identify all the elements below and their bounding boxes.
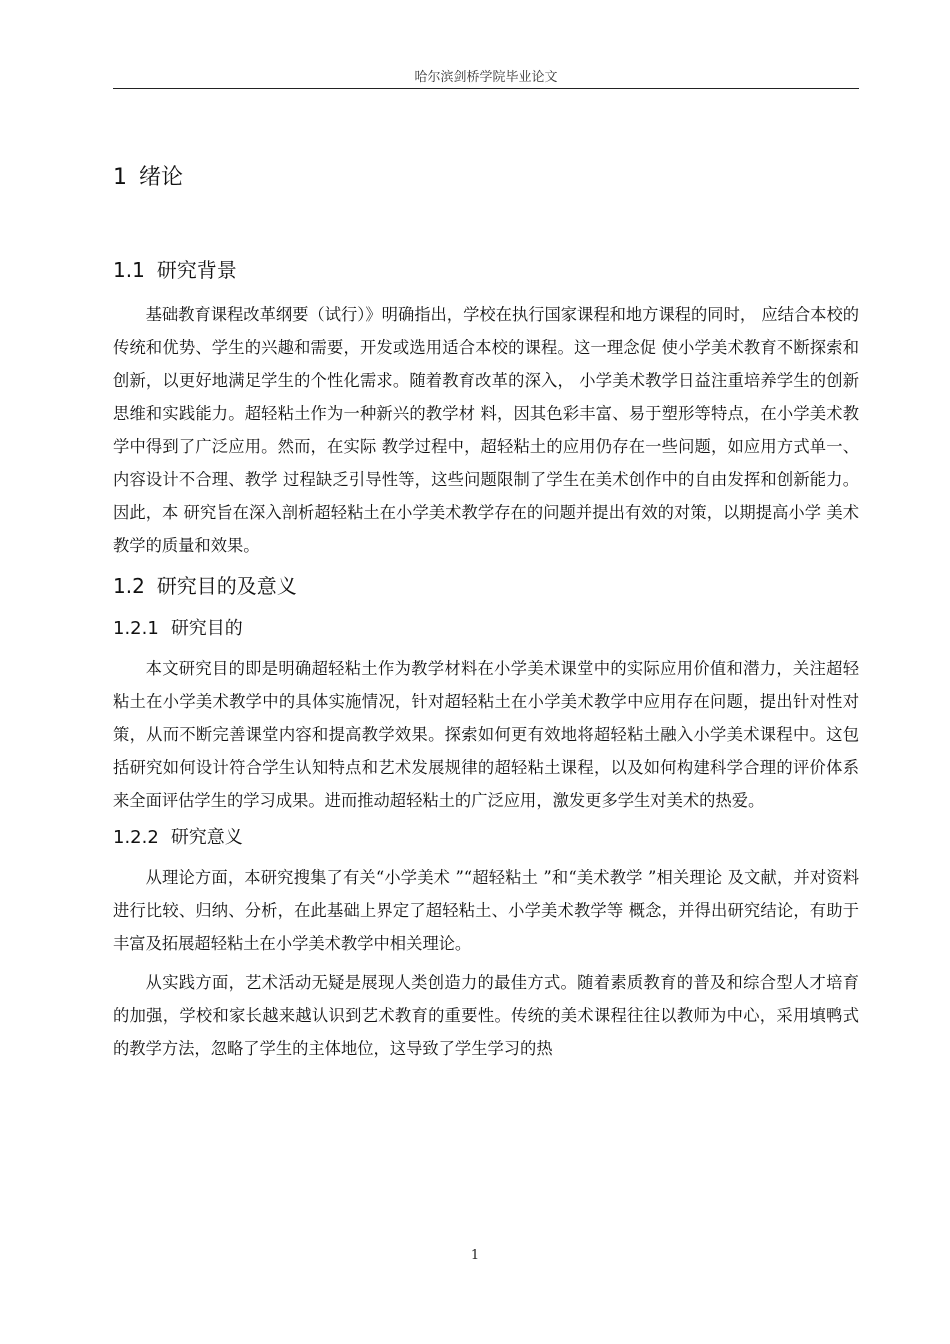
subsection-number: 1.2.2 <box>113 827 159 848</box>
subsection-title: 研究目的 <box>170 618 243 639</box>
significance-paragraph-practice: 从实践方面，艺术活动无疑是展现人类创造力的最佳方式。随着素质教育的普及和综合型人才培育的加强，学校和家长越来越认识到艺术教育的重要性。传统的美术课程往往以教师为中心，采用填鸭式的教学方法，忽略了学生的主体地位，这导致了学生学习的热 <box>113 973 859 1058</box>
subsection-heading-significance <box>113 823 859 853</box>
chapter-number: 1 <box>113 165 127 190</box>
subsection-heading-purpose <box>113 614 859 644</box>
section-number: 1.2 <box>113 574 145 598</box>
significance-paragraph-theory: 从理论方面，本研究搜集了有关“小学美术 ”“超轻粘土 ”和“美术教学 ”相关理论 及文献，并对资料进行比较、归纳、分析，在此基础上界定了超轻粘土、小学美术教学等 概念，并得出研究结论，有助于丰富及拓展超轻粘土在小学美术教学中相关理论。 <box>113 868 859 953</box>
purpose-paragraph: 本文研究目的即是明确超轻粘土作为教学材料在小学美术课堂中的实际应用价值和潜力，关注超轻粘土在小学美术教学中的具体实施情况，针对超轻粘土在小学美术教学中应用存在问题，提出针对性对策，从而不断完善课堂内容和提高教学效果。探索如何更有效地将超轻粘土融入小学美术课程中。这包括研究如何设计符合学生认知特点和艺术发展规律的超轻粘土课程，以及如何构建科学合理的评价体系来全面评估学生的学习成果。进而推动超轻粘土的广泛应用，激发更多学生对美术的热爱。 <box>113 659 859 810</box>
subsection-number: 1.2.1 <box>113 618 159 639</box>
page-number: 1 <box>470 1248 480 1263</box>
page-content <box>113 160 859 1071</box>
header-divider <box>113 88 859 89</box>
chapter-heading <box>113 160 859 196</box>
section-title: 研究背景 <box>156 258 237 282</box>
section-title: 研究目的及意义 <box>156 574 297 598</box>
running-header: 哈尔滨剑桥学院毕业论文 <box>414 70 558 85</box>
chapter-title: 绪论 <box>139 165 184 190</box>
subsection-title: 研究意义 <box>170 827 243 848</box>
section-number: 1.1 <box>113 258 145 282</box>
section-heading-background <box>113 252 859 288</box>
section-heading-purpose-significance <box>113 568 859 604</box>
background-paragraph: 基础教育课程改革纲要（试行）》明确指出，学校在执行国家课程和地方课程的同时， 应结合本校的传统和优势、学生的兴趣和需要，开发或选用适合本校的课程。这一理念促 使小学美术教育不断探索和创新，以更好地满足学生的个性化需求。随着教育改革的深入， 小学美术教学日益注重培养学生的创新思维和实践能力。超轻粘土作为一种新兴的教学材 料，因其色彩丰富、易于塑形等特点，在小学美术教学中得到了广泛应用。然而，在实际 教学过程中，超轻粘土的应用仍存在一些问题，如应用方式单一、内容设计不合理、教学 过程缺乏引导性等，这些问题限制了学生在美术创作中的自由发挥和创新能力。因此，本 研究旨在深入剖析超轻粘土在小学美术教学存在的问题并提出有效的对策，以期提高小学 美术教学的质量和效果。 <box>113 305 860 555</box>
